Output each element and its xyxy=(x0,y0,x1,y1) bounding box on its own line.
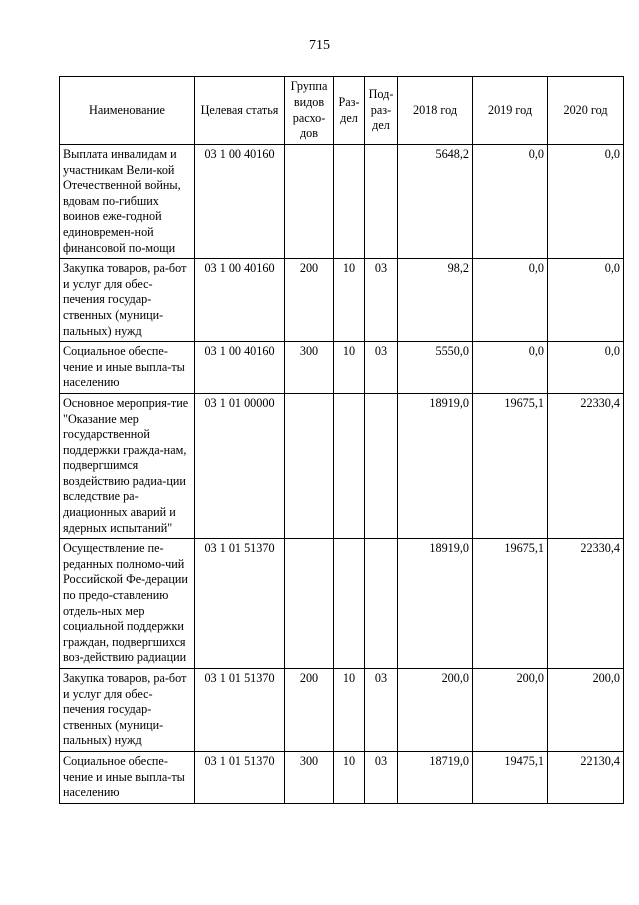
row-expense-group: 300 xyxy=(285,342,334,394)
row-2020: 0,0 xyxy=(548,145,624,259)
row-name: Осуществление пе-реданных полномо-чий Российской Фе-дерации по предо-ставлению отдель-ных мер социальной поддержки граждан, подвергшихся воз-действию радиации xyxy=(60,539,195,669)
row-section: 10 xyxy=(334,669,365,752)
row-2018: 5550,0 xyxy=(398,342,473,394)
row-2019: 0,0 xyxy=(473,259,548,342)
table-row xyxy=(60,145,624,259)
row-article: 03 1 00 40160 xyxy=(195,145,285,259)
row-2020: 0,0 xyxy=(548,259,624,342)
row-name: Выплата инвалидам и участникам Вели-кой Отечественной войны, вдовам по-гибших воинов еже-годной единовремен-ной финансовой по-мощи xyxy=(60,145,195,259)
row-name: Социальное обеспе-чение и иные выпла-ты населению xyxy=(60,751,195,803)
row-section xyxy=(334,539,365,669)
row-2020: 0,0 xyxy=(548,342,624,394)
table-row xyxy=(60,751,624,803)
row-2018: 18719,0 xyxy=(398,751,473,803)
row-subsection: 03 xyxy=(365,669,398,752)
page-number: 715 xyxy=(309,38,330,53)
row-name: Закупка товаров, ра-бот и услуг для обес-печения государ-ственных (муници-пальных) нужд xyxy=(60,259,195,342)
row-2019: 19475,1 xyxy=(473,751,548,803)
header-name: Наименование xyxy=(60,77,195,145)
budget-table xyxy=(59,76,624,804)
row-2019: 19675,1 xyxy=(473,539,548,669)
row-article: 03 1 01 51370 xyxy=(195,539,285,669)
header-2020: 2020 год xyxy=(548,77,624,145)
row-subsection: 03 xyxy=(365,751,398,803)
row-subsection xyxy=(365,539,398,669)
row-article: 03 1 01 51370 xyxy=(195,669,285,752)
row-subsection: 03 xyxy=(365,259,398,342)
row-subsection xyxy=(365,393,398,538)
table-row xyxy=(60,539,624,669)
row-2018: 18919,0 xyxy=(398,539,473,669)
row-2019: 19675,1 xyxy=(473,393,548,538)
row-article: 03 1 01 00000 xyxy=(195,393,285,538)
table-row xyxy=(60,393,624,538)
row-article: 03 1 00 40160 xyxy=(195,342,285,394)
row-2018: 98,2 xyxy=(398,259,473,342)
row-2019: 0,0 xyxy=(473,145,548,259)
row-name: Основное мероприя-тие "Оказание мер государственной поддержки гражда-нам, подвергшимся воздействию радиа-ции вследствие ра-диационных аварий и ядерных испытаний" xyxy=(60,393,195,538)
header-subsection: Под-раз-дел xyxy=(365,77,398,145)
row-expense-group: 200 xyxy=(285,669,334,752)
row-expense-group xyxy=(285,539,334,669)
row-section: 10 xyxy=(334,751,365,803)
row-2020: 22330,4 xyxy=(548,393,624,538)
row-subsection xyxy=(365,145,398,259)
row-expense-group: 300 xyxy=(285,751,334,803)
header-expense-group: Группа видов расхо-дов xyxy=(285,77,334,145)
row-section xyxy=(334,145,365,259)
row-2020: 22330,4 xyxy=(548,539,624,669)
row-2018: 200,0 xyxy=(398,669,473,752)
header-article: Целевая статья xyxy=(195,77,285,145)
header-2019: 2019 год xyxy=(473,77,548,145)
row-article: 03 1 01 51370 xyxy=(195,751,285,803)
row-expense-group: 200 xyxy=(285,259,334,342)
row-2019: 0,0 xyxy=(473,342,548,394)
row-name: Социальное обеспе-чение и иные выпла-ты населению xyxy=(60,342,195,394)
row-2020: 22130,4 xyxy=(548,751,624,803)
row-2018: 18919,0 xyxy=(398,393,473,538)
row-subsection: 03 xyxy=(365,342,398,394)
row-expense-group xyxy=(285,393,334,538)
table-row xyxy=(60,259,624,342)
row-section: 10 xyxy=(334,342,365,394)
table-row xyxy=(60,342,624,394)
row-2018: 5648,2 xyxy=(398,145,473,259)
row-2020: 200,0 xyxy=(548,669,624,752)
row-section xyxy=(334,393,365,538)
row-expense-group xyxy=(285,145,334,259)
row-2019: 200,0 xyxy=(473,669,548,752)
row-article: 03 1 00 40160 xyxy=(195,259,285,342)
row-name: Закупка товаров, ра-бот и услуг для обес-печения государ-ственных (муници-пальных) нужд xyxy=(60,669,195,752)
header-2018: 2018 год xyxy=(398,77,473,145)
header-section: Раз-дел xyxy=(334,77,365,145)
table-header-row xyxy=(60,77,624,145)
table-row xyxy=(60,669,624,752)
row-section: 10 xyxy=(334,259,365,342)
